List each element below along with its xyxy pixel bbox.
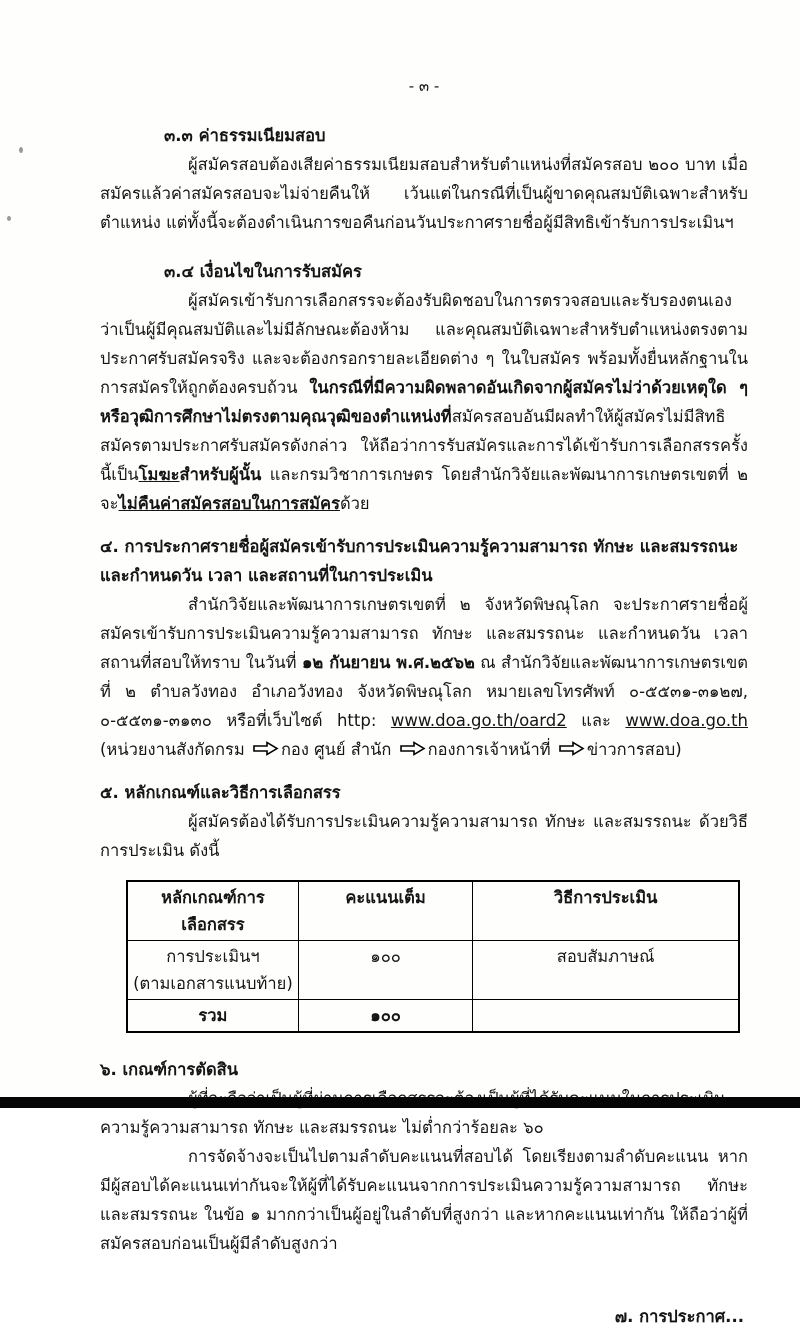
nav-path-text: ข่าวการสอบ) [586, 740, 682, 759]
section-3-4-body [100, 286, 748, 518]
nav-path-text: กอง ศูนย์ สำนัก [280, 740, 397, 759]
table-row-total [127, 1000, 739, 1033]
cell-total-score: ๑๐๐ [298, 1000, 472, 1033]
conditions-text: สมัครสอบอันมีผลทำให้ผู้สมัครไม่มีสิทธิสมัครตามประกาศรับสมัครดังกล่าว ให้ถือว่าการรับสมัครและการได้เข้ารับการเลือกสรรครั้งนี้เป็น [100, 407, 748, 484]
conditions-text: และกรมวิชาการเกษตร โดยสำนักวิจัยและพัฒนาการเกษตรเขตที่ ๒ จะ [100, 465, 748, 513]
scan-edge-bar [0, 1097, 800, 1108]
section-4-heading: ๔. การประกาศรายชื่อผู้สมัครเข้ารับการประเมินความรู้ความสามารถ ทักษะ และสมรรถนะ และกำหนดวัน เวลา และสถานที่ในการประเมิน [100, 537, 739, 585]
cell-score: ๑๐๐ [298, 941, 472, 1000]
scan-artifact [7, 216, 11, 221]
column-header-method: วิธีการประเมิน [473, 881, 739, 941]
section-6-para-2: การจัดจ้างจะเป็นไปตามลำดับคะแนนที่สอบได้ โดยเรียงตามลำดับคะแนน หากมีผู้สอบได้คะแนนเท่ากันจะให้ผู้ที่ได้รับคะแนนจากการประเมินความรู้ความสามารถ ทักษะ และสมรรถนะ ในข้อ ๑ มากกว่าเป็นผู้อยู่ในลำดับที่สูงกว่า และหากคะแนนเท่ากัน ให้ถือว่าผู้ที่สมัครสอบก่อนเป็นผู้มีลำดับสูงกว่า [100, 1147, 748, 1253]
cell-method: สอบสัมภาษณ์ [473, 941, 739, 1000]
section-3-4-heading: ๓.๔ เงื่อนไขในการรับสมัคร [164, 262, 362, 281]
no-refund-term: ไม่คืนค่าสมัครสอบในการสมัคร [118, 494, 340, 513]
right-arrow-icon [399, 741, 426, 756]
section-6-para-1: ความรู้ความสามารถ ทักษะ และสมรรถนะ ไม่ต่ำกว่าร้อยละ ๖๐ [100, 1118, 544, 1137]
conditions-text: ผู้สมัครเข้ารับการเลือกสรรจะต้องรับผิดชอบในการตรวจสอบและรับรองตนเองว่าเป็นผู้มีคุณสมบัติและไม่มีลักษณะต้องห้าม และคุณสมบัติเฉพาะสำหรับตำแหน่งตรงตามประกาศรับสมัครจริง และจะต้องกรอกรายละเอียดต่าง ๆ ในใบสมัคร พร้อมทั้งยื่นหลักฐานในการสมัครให้ถูกต้องครบถ้วน [100, 291, 748, 397]
section-4-body [100, 590, 748, 764]
announcement-text: และ [566, 711, 626, 730]
document-content [100, 72, 748, 1331]
page-number: - ๓ - [408, 77, 440, 95]
conditions-text: ด้วย [339, 494, 370, 513]
table-header-row [127, 881, 739, 941]
column-header-score: คะแนนเต็ม [298, 881, 472, 941]
cell-criteria [127, 941, 298, 1000]
section-3-3-body: ผู้สมัครสอบต้องเสียค่าธรรมเนียมสอบสำหรับตำแหน่งที่สมัครสอบ ๒๐๐ บาท เมื่อสมัครแล้วค่าสมัครสอบจะไม่จ่ายคืนให้ เว้นแต่ในกรณีที่เป็นผู้ขาดคุณสมบัติเฉพาะสำหรับตำแหน่ง แต่ทั้งนี้จะต้องดำเนินการขอคืนก่อนวันประกาศรายชื่อผู้มีสิทธิเข้ารับการประเมินฯ [100, 155, 748, 232]
conditions-bold-text: ในกรณีที่มีความผิดพลาดอันเกิดจากผู้สมัครไม่ว่าด้วยเหตุใด ๆ หรือวุฒิการศึกษาไม่ตรงตามคุณวุฒิของตำแหน่งที่ [100, 378, 749, 426]
table-row [127, 941, 739, 1000]
void-term: โมฆะ [138, 465, 180, 484]
announcement-text: สำนักวิจัยและพัฒนาการเกษตรเขตที่ ๒ จังหวัดพิษณุโลก จะประกาศรายชื่อผู้สมัครเข้ารับการประเมินความรู้ความสามารถ ทักษะ และสมรรถนะ และกำหนดวัน เวลา สถานที่สอบให้ทราบ ในวันที่ [100, 595, 748, 672]
cell-total-method [473, 1000, 739, 1033]
criteria-line: (ตามเอกสารแนบท้าย) [133, 974, 293, 993]
scan-artifact [19, 147, 23, 153]
section-6-heading: ๖. เกณฑ์การตัดสิน [100, 1060, 239, 1079]
right-arrow-icon [252, 741, 279, 756]
section-5-body: ผู้สมัครต้องได้รับการประเมินความรู้ความสามารถ ทักษะ และสมรรถนะ ด้วยวิธีการประเมิน ดังนี้ [100, 812, 748, 860]
column-header-criteria: หลักเกณฑ์การเลือกสรร [127, 881, 298, 941]
criteria-line: การประเมินฯ [166, 947, 260, 966]
website-url-oard2: www.doa.go.th/oard2 [390, 711, 567, 730]
nav-path-text: กองการเจ้าหน้าที่ [427, 740, 556, 759]
void-term-suffix: สำหรับผู้นั้น [179, 465, 262, 484]
right-arrow-icon [558, 741, 585, 756]
announcement-text: (หน่วยงานสังกัดกรม [100, 740, 250, 759]
evaluation-table [126, 880, 740, 1033]
website-url-doa: www.doa.go.th [625, 711, 748, 730]
cell-total-label: รวม [127, 1000, 298, 1033]
announcement-date: ๑๒ กันยายน พ.ศ.๒๕๖๒ [301, 653, 475, 672]
announcement-text: ณ สำนักวิจัยและพัฒนาการเกษตรเขตที่ ๒ ตำบลวังทอง อำเภอวังทอง จังหวัดพิษณุโลก หมายเลขโทรศัพท์ ๐-๕๕๓๑-๓๑๒๗, ๐-๕๕๓๑-๓๑๓๐ หรือที่เว็บไซต์ http: [100, 653, 748, 730]
next-page-catchword: ๗. การประกาศ... [614, 1307, 744, 1326]
section-3-3-heading: ๓.๓ ค่าธรรมเนียมสอบ [164, 126, 326, 145]
section-5-heading: ๕. หลักเกณฑ์และวิธีการเลือกสรร [100, 783, 341, 802]
